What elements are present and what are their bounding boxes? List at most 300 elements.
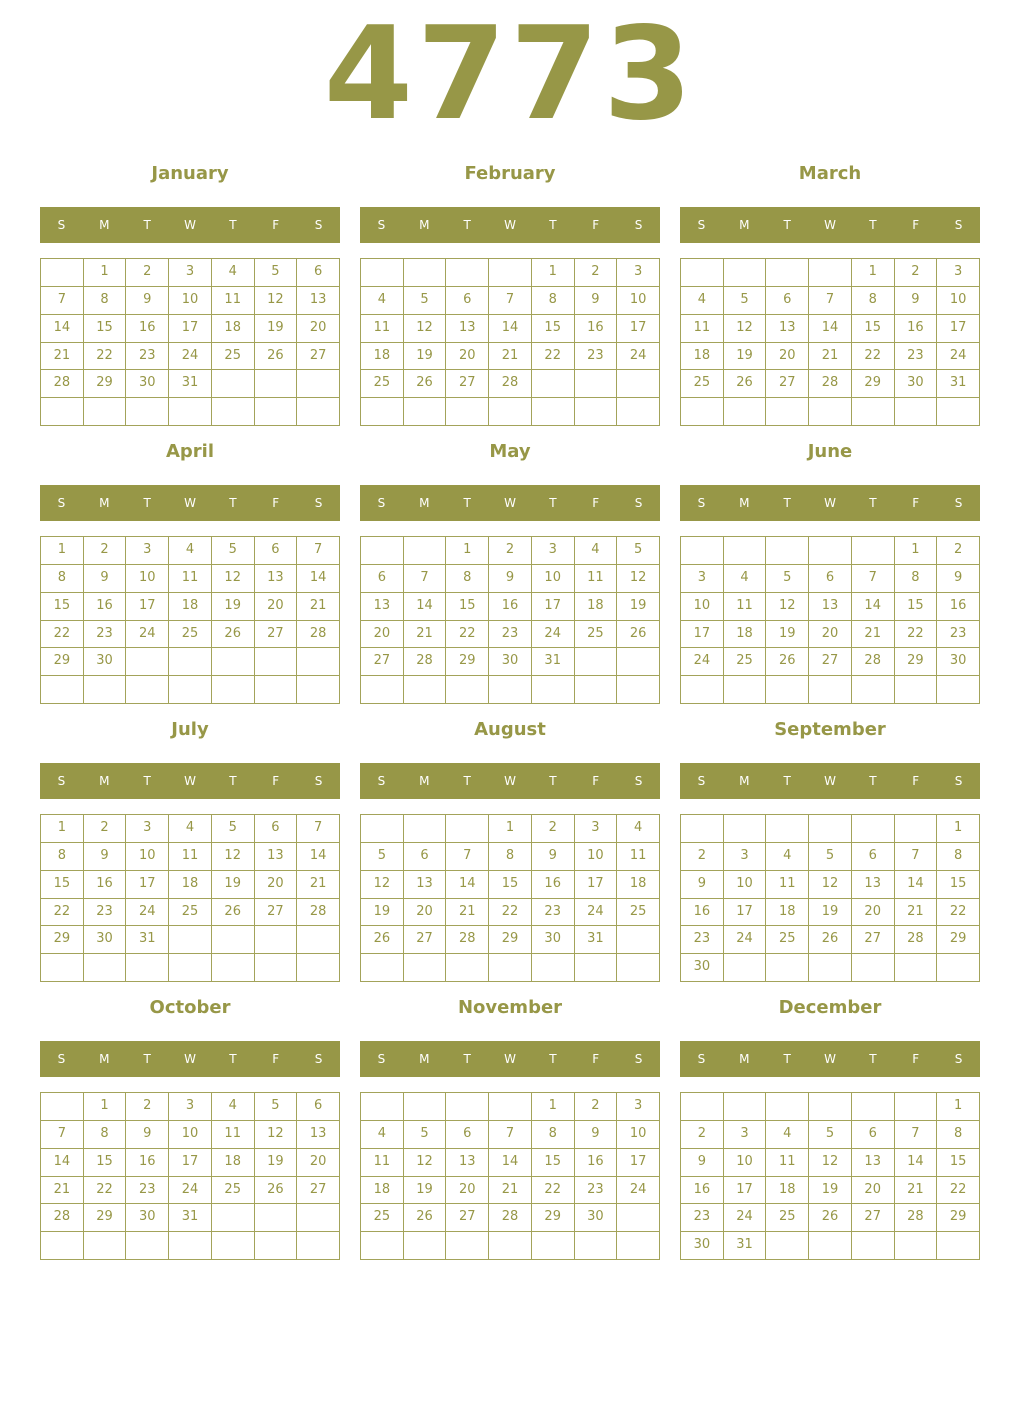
day-cell: 1: [83, 258, 126, 286]
day-cell: [936, 953, 979, 981]
day-cell: 16: [531, 870, 574, 898]
month-name: August: [474, 719, 546, 740]
day-cell: [936, 675, 979, 703]
day-cell: [723, 814, 766, 842]
day-cell: [445, 258, 488, 286]
weekday-label: S: [634, 496, 643, 510]
weekday-label: W: [824, 1052, 836, 1066]
day-cell: 12: [211, 564, 254, 592]
day-cell: [616, 369, 659, 397]
day-cell: [211, 675, 254, 703]
day-cell: 9: [680, 1148, 723, 1176]
day-cell: [83, 1231, 126, 1259]
day-cell: 18: [360, 1176, 403, 1204]
day-cell: 14: [894, 870, 937, 898]
weekday-label: S: [634, 218, 643, 232]
day-cell: 27: [296, 342, 339, 370]
day-cell: 13: [851, 1148, 894, 1176]
day-cell: 8: [851, 286, 894, 314]
day-cell: 4: [360, 286, 403, 314]
month-name: June: [807, 441, 853, 462]
day-cell: [403, 258, 446, 286]
weekday-label: S: [697, 1052, 706, 1066]
weekday-label: T: [869, 774, 877, 788]
day-cell: 22: [936, 1176, 979, 1204]
day-cell: [723, 258, 766, 286]
day-cell: 5: [360, 842, 403, 870]
weekday-label: T: [783, 218, 791, 232]
day-cell: 7: [296, 814, 339, 842]
day-cell: [83, 675, 126, 703]
day-cell: 12: [403, 1148, 446, 1176]
day-cell: [254, 1203, 297, 1231]
day-cell: 29: [83, 1203, 126, 1231]
day-cell: 8: [488, 842, 531, 870]
day-cell: 2: [936, 536, 979, 564]
day-cell: [403, 397, 446, 425]
day-cell: 19: [211, 592, 254, 620]
weekday-label: F: [912, 218, 920, 232]
day-cell: 19: [403, 1176, 446, 1204]
day-cell: 3: [531, 536, 574, 564]
weekday-label: T: [229, 218, 237, 232]
weekday-label: T: [869, 496, 877, 510]
day-cell: [894, 814, 937, 842]
day-cell: 11: [616, 842, 659, 870]
day-cell: [680, 675, 723, 703]
day-cell: 11: [765, 1148, 808, 1176]
day-cell: 26: [808, 1203, 851, 1231]
day-cell: 14: [296, 842, 339, 870]
day-cell: [445, 1092, 488, 1120]
weekday-label: W: [824, 496, 836, 510]
day-cell: 28: [808, 369, 851, 397]
weekday-label: T: [783, 774, 791, 788]
weekday-label: F: [592, 1052, 600, 1066]
day-cell: 30: [531, 925, 574, 953]
day-grid: [40, 1092, 340, 1260]
day-cell: 8: [40, 564, 83, 592]
day-cell: 29: [936, 925, 979, 953]
day-cell: 28: [445, 925, 488, 953]
weekday-label: M: [99, 774, 110, 788]
day-cell: 5: [723, 286, 766, 314]
day-cell: 30: [83, 925, 126, 953]
day-cell: 1: [531, 1092, 574, 1120]
day-cell: 12: [765, 592, 808, 620]
day-cell: 8: [894, 564, 937, 592]
day-cell: [936, 1231, 979, 1259]
day-cell: 8: [83, 1120, 126, 1148]
day-cell: 10: [168, 286, 211, 314]
day-cell: [616, 647, 659, 675]
day-cell: [616, 1231, 659, 1259]
day-cell: 30: [83, 647, 126, 675]
day-cell: 13: [254, 564, 297, 592]
weekday-label: M: [419, 218, 430, 232]
day-cell: [125, 675, 168, 703]
day-cell: 4: [574, 536, 617, 564]
day-cell: 17: [616, 1148, 659, 1176]
day-cell: 12: [808, 870, 851, 898]
day-cell: 24: [574, 898, 617, 926]
day-cell: 19: [360, 898, 403, 926]
day-cell: [403, 814, 446, 842]
day-cell: 23: [680, 1203, 723, 1231]
day-cell: 16: [125, 314, 168, 342]
day-cell: [211, 953, 254, 981]
day-cell: 18: [360, 342, 403, 370]
day-cell: 10: [936, 286, 979, 314]
day-grid: [360, 814, 660, 982]
day-cell: 13: [296, 286, 339, 314]
day-cell: 2: [83, 814, 126, 842]
day-cell: 13: [808, 592, 851, 620]
day-cell: 23: [574, 1176, 617, 1204]
day-cell: 23: [83, 620, 126, 648]
day-cell: 19: [254, 314, 297, 342]
weekday-label: F: [592, 774, 600, 788]
day-cell: 11: [723, 592, 766, 620]
weekday-label: S: [697, 218, 706, 232]
day-cell: 2: [574, 1092, 617, 1120]
month-name: October: [149, 997, 231, 1018]
day-cell: [851, 814, 894, 842]
day-cell: 20: [360, 620, 403, 648]
day-cell: 17: [680, 620, 723, 648]
day-cell: 14: [403, 592, 446, 620]
day-cell: 1: [851, 258, 894, 286]
day-cell: 3: [574, 814, 617, 842]
day-cell: 3: [168, 258, 211, 286]
day-cell: 21: [40, 342, 83, 370]
day-cell: 26: [254, 1176, 297, 1204]
day-cell: [616, 925, 659, 953]
weekday-header: [40, 485, 340, 521]
day-cell: [531, 675, 574, 703]
day-cell: 23: [125, 1176, 168, 1204]
day-cell: 3: [616, 258, 659, 286]
weekday-label: S: [57, 774, 66, 788]
day-cell: 16: [894, 314, 937, 342]
month-name: March: [798, 163, 862, 184]
day-cell: 22: [83, 342, 126, 370]
day-cell: 7: [894, 842, 937, 870]
day-cell: 2: [574, 258, 617, 286]
day-cell: 7: [296, 536, 339, 564]
day-cell: 26: [403, 1203, 446, 1231]
day-cell: 5: [808, 842, 851, 870]
day-cell: 18: [211, 314, 254, 342]
weekday-label: F: [272, 1052, 280, 1066]
weekday-label: T: [549, 1052, 557, 1066]
day-cell: [168, 1231, 211, 1259]
day-cell: [403, 1092, 446, 1120]
day-cell: 31: [531, 647, 574, 675]
day-cell: 9: [531, 842, 574, 870]
weekday-header: [360, 207, 660, 243]
day-cell: 22: [40, 898, 83, 926]
day-cell: 20: [445, 342, 488, 370]
day-cell: [765, 814, 808, 842]
day-cell: 29: [936, 1203, 979, 1231]
day-cell: 5: [808, 1120, 851, 1148]
day-cell: [894, 953, 937, 981]
day-cell: 20: [851, 1176, 894, 1204]
day-cell: 26: [765, 647, 808, 675]
day-cell: 9: [83, 842, 126, 870]
day-cell: 11: [765, 870, 808, 898]
day-cell: 10: [574, 842, 617, 870]
day-cell: [360, 814, 403, 842]
day-grid: [40, 536, 340, 704]
weekday-header: [40, 1041, 340, 1077]
day-cell: 13: [445, 314, 488, 342]
day-cell: 5: [254, 258, 297, 286]
day-cell: 23: [574, 342, 617, 370]
day-cell: 25: [616, 898, 659, 926]
weekday-label: W: [824, 218, 836, 232]
day-cell: [765, 536, 808, 564]
weekday-label: T: [463, 774, 471, 788]
day-cell: [211, 647, 254, 675]
weekday-label: T: [783, 1052, 791, 1066]
day-cell: [680, 536, 723, 564]
day-cell: 14: [488, 314, 531, 342]
day-cell: 5: [211, 814, 254, 842]
weekday-label: F: [272, 496, 280, 510]
weekday-header: [40, 763, 340, 799]
weekday-label: S: [377, 1052, 386, 1066]
day-cell: 21: [894, 1176, 937, 1204]
weekday-header: [360, 1041, 660, 1077]
day-cell: 27: [808, 647, 851, 675]
day-cell: 27: [851, 925, 894, 953]
weekday-label: M: [99, 496, 110, 510]
day-cell: 18: [211, 1148, 254, 1176]
day-cell: 18: [574, 592, 617, 620]
day-cell: 4: [168, 536, 211, 564]
weekday-label: T: [229, 774, 237, 788]
day-cell: 31: [168, 1203, 211, 1231]
day-cell: 20: [254, 592, 297, 620]
day-cell: 20: [445, 1176, 488, 1204]
day-cell: [360, 1092, 403, 1120]
day-cell: 19: [254, 1148, 297, 1176]
day-cell: 21: [403, 620, 446, 648]
weekday-label: M: [739, 774, 750, 788]
day-cell: 16: [125, 1148, 168, 1176]
day-cell: 29: [851, 369, 894, 397]
day-cell: 13: [851, 870, 894, 898]
day-cell: 27: [445, 369, 488, 397]
day-cell: [445, 397, 488, 425]
weekday-label: W: [504, 774, 516, 788]
day-cell: [403, 675, 446, 703]
day-cell: [125, 397, 168, 425]
day-cell: 28: [40, 1203, 83, 1231]
day-cell: 14: [40, 314, 83, 342]
day-cell: 26: [723, 369, 766, 397]
day-cell: 17: [168, 314, 211, 342]
weekday-label: S: [377, 218, 386, 232]
day-cell: 6: [254, 536, 297, 564]
day-cell: 12: [808, 1148, 851, 1176]
weekday-label: T: [869, 218, 877, 232]
day-cell: 25: [360, 1203, 403, 1231]
day-cell: 17: [936, 314, 979, 342]
day-cell: 2: [531, 814, 574, 842]
day-cell: 14: [851, 592, 894, 620]
day-cell: [936, 397, 979, 425]
day-cell: [488, 397, 531, 425]
day-cell: [211, 397, 254, 425]
day-cell: [574, 369, 617, 397]
day-cell: 9: [680, 870, 723, 898]
weekday-label: T: [229, 1052, 237, 1066]
day-cell: 15: [936, 1148, 979, 1176]
day-cell: 27: [851, 1203, 894, 1231]
day-cell: 12: [403, 314, 446, 342]
day-cell: 27: [765, 369, 808, 397]
weekday-label: T: [463, 1052, 471, 1066]
day-cell: [296, 675, 339, 703]
day-cell: 30: [680, 1231, 723, 1259]
day-cell: 24: [531, 620, 574, 648]
day-cell: 23: [488, 620, 531, 648]
day-cell: [254, 397, 297, 425]
day-cell: [254, 369, 297, 397]
day-cell: 3: [723, 1120, 766, 1148]
day-cell: 16: [680, 1176, 723, 1204]
day-cell: 8: [531, 286, 574, 314]
day-cell: 15: [531, 1148, 574, 1176]
day-cell: [40, 258, 83, 286]
day-cell: [125, 647, 168, 675]
weekday-label: M: [739, 218, 750, 232]
day-cell: 14: [445, 870, 488, 898]
day-cell: 4: [211, 258, 254, 286]
day-cell: 10: [680, 592, 723, 620]
weekday-label: W: [184, 218, 196, 232]
day-grid: [40, 258, 340, 426]
day-cell: 21: [488, 342, 531, 370]
day-cell: [851, 1092, 894, 1120]
day-cell: 20: [296, 1148, 339, 1176]
day-cell: 20: [403, 898, 446, 926]
day-cell: 6: [765, 286, 808, 314]
day-cell: [254, 647, 297, 675]
day-cell: 29: [40, 647, 83, 675]
day-cell: 24: [723, 1203, 766, 1231]
day-cell: 22: [851, 342, 894, 370]
day-cell: 2: [125, 258, 168, 286]
day-cell: [851, 1231, 894, 1259]
day-cell: [296, 1231, 339, 1259]
weekday-label: M: [99, 1052, 110, 1066]
day-cell: [168, 675, 211, 703]
day-cell: 24: [616, 1176, 659, 1204]
day-cell: [83, 953, 126, 981]
day-cell: [254, 925, 297, 953]
day-cell: 21: [296, 592, 339, 620]
day-cell: 23: [125, 342, 168, 370]
day-cell: 15: [531, 314, 574, 342]
day-cell: [40, 953, 83, 981]
day-cell: 28: [296, 620, 339, 648]
day-cell: 18: [765, 1176, 808, 1204]
day-cell: 10: [616, 286, 659, 314]
day-cell: 21: [808, 342, 851, 370]
day-cell: 15: [851, 314, 894, 342]
day-cell: [894, 675, 937, 703]
day-grid: [680, 536, 980, 704]
day-cell: 18: [765, 898, 808, 926]
day-cell: 18: [168, 870, 211, 898]
day-cell: [40, 675, 83, 703]
day-cell: [296, 925, 339, 953]
day-cell: [574, 1231, 617, 1259]
day-cell: [445, 675, 488, 703]
day-cell: [445, 953, 488, 981]
day-cell: 3: [616, 1092, 659, 1120]
day-cell: [851, 397, 894, 425]
day-cell: 30: [125, 369, 168, 397]
day-cell: 4: [616, 814, 659, 842]
day-cell: 1: [40, 536, 83, 564]
day-cell: 5: [765, 564, 808, 592]
weekday-label: M: [419, 774, 430, 788]
weekday-label: T: [143, 774, 151, 788]
day-cell: 28: [296, 898, 339, 926]
day-cell: 11: [574, 564, 617, 592]
weekday-label: F: [592, 496, 600, 510]
day-cell: 24: [936, 342, 979, 370]
day-cell: 4: [211, 1092, 254, 1120]
day-cell: [488, 1231, 531, 1259]
day-cell: 28: [403, 647, 446, 675]
day-cell: [125, 1231, 168, 1259]
day-cell: [680, 397, 723, 425]
day-cell: 21: [40, 1176, 83, 1204]
weekday-header: [680, 485, 980, 521]
day-cell: 19: [403, 342, 446, 370]
day-cell: 7: [40, 1120, 83, 1148]
day-cell: 31: [168, 369, 211, 397]
day-cell: [360, 1231, 403, 1259]
day-cell: 17: [574, 870, 617, 898]
day-cell: [765, 1092, 808, 1120]
month-name: November: [457, 997, 563, 1018]
day-cell: 29: [83, 369, 126, 397]
day-cell: [723, 397, 766, 425]
day-cell: 10: [125, 842, 168, 870]
day-cell: 25: [723, 647, 766, 675]
day-cell: 16: [83, 870, 126, 898]
weekday-label: M: [419, 1052, 430, 1066]
day-cell: 12: [254, 1120, 297, 1148]
day-cell: 6: [403, 842, 446, 870]
day-cell: [168, 647, 211, 675]
day-cell: 2: [83, 536, 126, 564]
day-cell: 1: [83, 1092, 126, 1120]
day-cell: [616, 397, 659, 425]
day-cell: 24: [168, 1176, 211, 1204]
day-cell: 12: [360, 870, 403, 898]
day-cell: 3: [723, 842, 766, 870]
day-cell: 21: [488, 1176, 531, 1204]
day-grid: [40, 814, 340, 982]
